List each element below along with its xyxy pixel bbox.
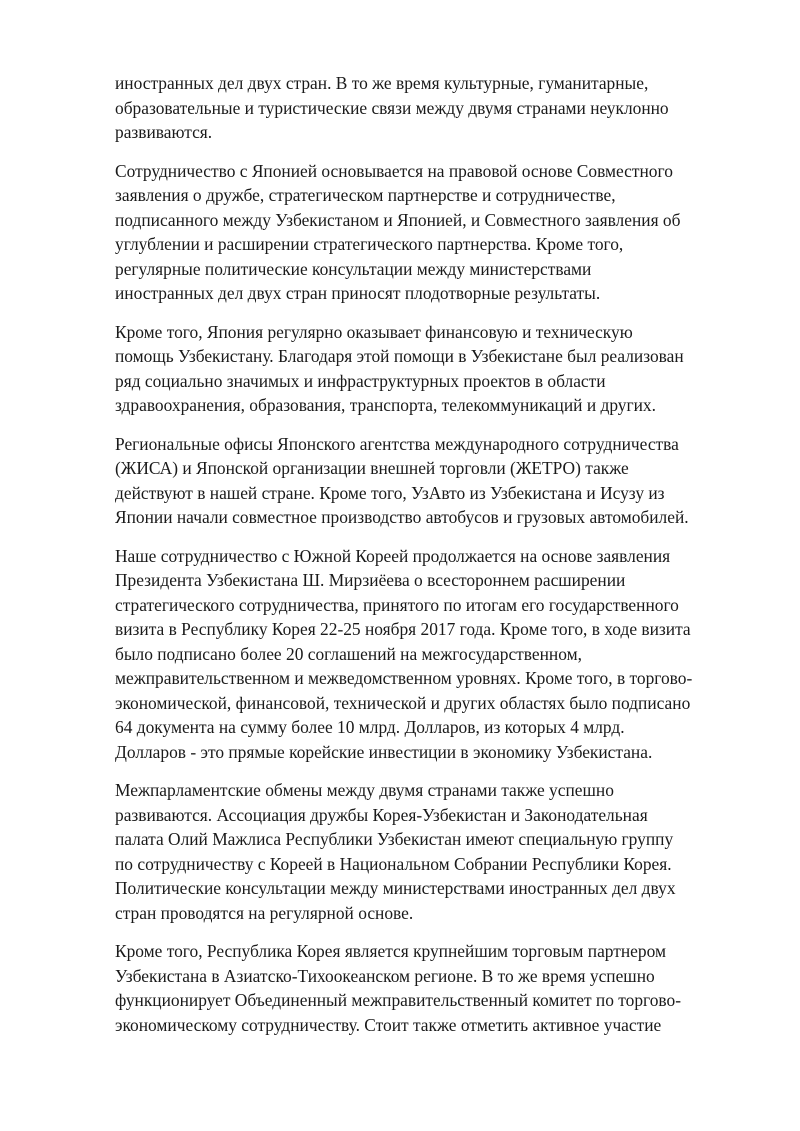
text-line: регулярные политические консультации между министерствами xyxy=(115,258,592,279)
text-line: иностранных дел двух стран. В то же время культурные, гуманитарные, xyxy=(115,73,649,93)
paragraph xyxy=(115,71,740,145)
text-line: Региональные офисы Японского агентства международного сотрудничества xyxy=(115,433,679,454)
text-line: углублении и расширении стратегического партнерства. Кроме того, xyxy=(115,234,624,254)
text-line: Президента Узбекистана Ш. Мирзиёева о всестороннем расширении xyxy=(115,570,626,590)
paragraph xyxy=(115,939,740,1037)
text-line: 64 документа на сумму более 10 млрд. Долларов, из которых 4 млрд. xyxy=(115,717,625,737)
paragraph xyxy=(115,778,740,925)
text-line: по сотрудничеству с Кореей в Национальном Собрании Республики Корея. xyxy=(115,853,672,874)
text-line: Японии начали совместное производство автобусов и грузовых автомобилей. xyxy=(115,507,689,527)
text-line: Наше сотрудничество с Южной Кореей продолжается на основе заявления xyxy=(115,545,671,566)
text-line: Кроме того, Республика Корея является крупнейшим торговым партнером xyxy=(115,941,666,961)
text-line: межправительственном и межведомственном уровнях. Кроме того, в торгово- xyxy=(115,668,693,688)
text-line: заявления о дружбе, стратегическом партнерстве и сотрудничестве, xyxy=(115,185,616,205)
text-line: Узбекистана в Азиатско-Тихоокеанском регионе. В то же время успешно xyxy=(115,965,655,986)
text-line: Сотрудничество с Японией основывается на правовой основе Совместного xyxy=(115,160,673,181)
text-line: (ЖИСА) и Японской организации внешней торговли (ЖЕТРО) также xyxy=(115,458,629,478)
text-line: стратегического сотрудничества, принятого по итогам его государственного xyxy=(115,594,679,615)
text-line: стран проводятся на регулярной основе. xyxy=(115,902,414,923)
text-line: Кроме того, Япония регулярно оказывает финансовую и техническую xyxy=(115,321,633,342)
text-line: было подписано более 20 соглашений на межгосударственном, xyxy=(115,643,582,664)
text-line: палата Олий Мажлиса Республики Узбекистан имеют специальную группу xyxy=(115,829,674,849)
paragraph xyxy=(115,432,740,530)
text-line: Долларов - это прямые корейские инвестиции в экономику Узбекистана. xyxy=(115,741,653,762)
text-line: развиваются. xyxy=(115,122,213,142)
text-line: здравоохранения, образования, транспорта, телекоммуникаций и других. xyxy=(115,395,656,415)
text-line: визита в Республику Корея 22-25 ноября 2017 года. Кроме того, в ходе визита xyxy=(115,619,691,639)
paragraph xyxy=(115,544,740,765)
text-line: действуют в нашей стране. Кроме того, УзАвто из Узбекистана и Исузу из xyxy=(115,482,665,503)
text-line: Политические консультации между министерствами иностранных дел двух xyxy=(115,878,676,898)
paragraph xyxy=(115,320,740,418)
text-line: экономическому сотрудничеству. Стоит также отметить активное участие xyxy=(115,1014,662,1035)
text-line: помощь Узбекистану. Благодаря этой помощи в Узбекистане был реализован xyxy=(115,346,684,366)
paragraph xyxy=(115,159,740,306)
text-line: ряд социально значимых и инфраструктурных проектов в области xyxy=(115,370,606,391)
text-line: экономической, финансовой, технической и других областях было подписано xyxy=(115,692,691,713)
text-line: функционирует Объединенный межправительственный комитет по торгово- xyxy=(115,990,681,1010)
text-line: подписанного между Узбекистаном и Японией, и Совместного заявления об xyxy=(115,209,681,230)
text-line: развиваются. Ассоциация дружбы Корея-Узбекистан и Законодательная xyxy=(115,804,648,825)
text-line: образовательные и туристические связи между двумя странами неуклонно xyxy=(115,97,669,118)
text-line: Межпарламентские обмены между двумя странами также успешно xyxy=(115,780,614,800)
text-line: иностранных дел двух стран приносят плодотворные результаты. xyxy=(115,283,601,303)
